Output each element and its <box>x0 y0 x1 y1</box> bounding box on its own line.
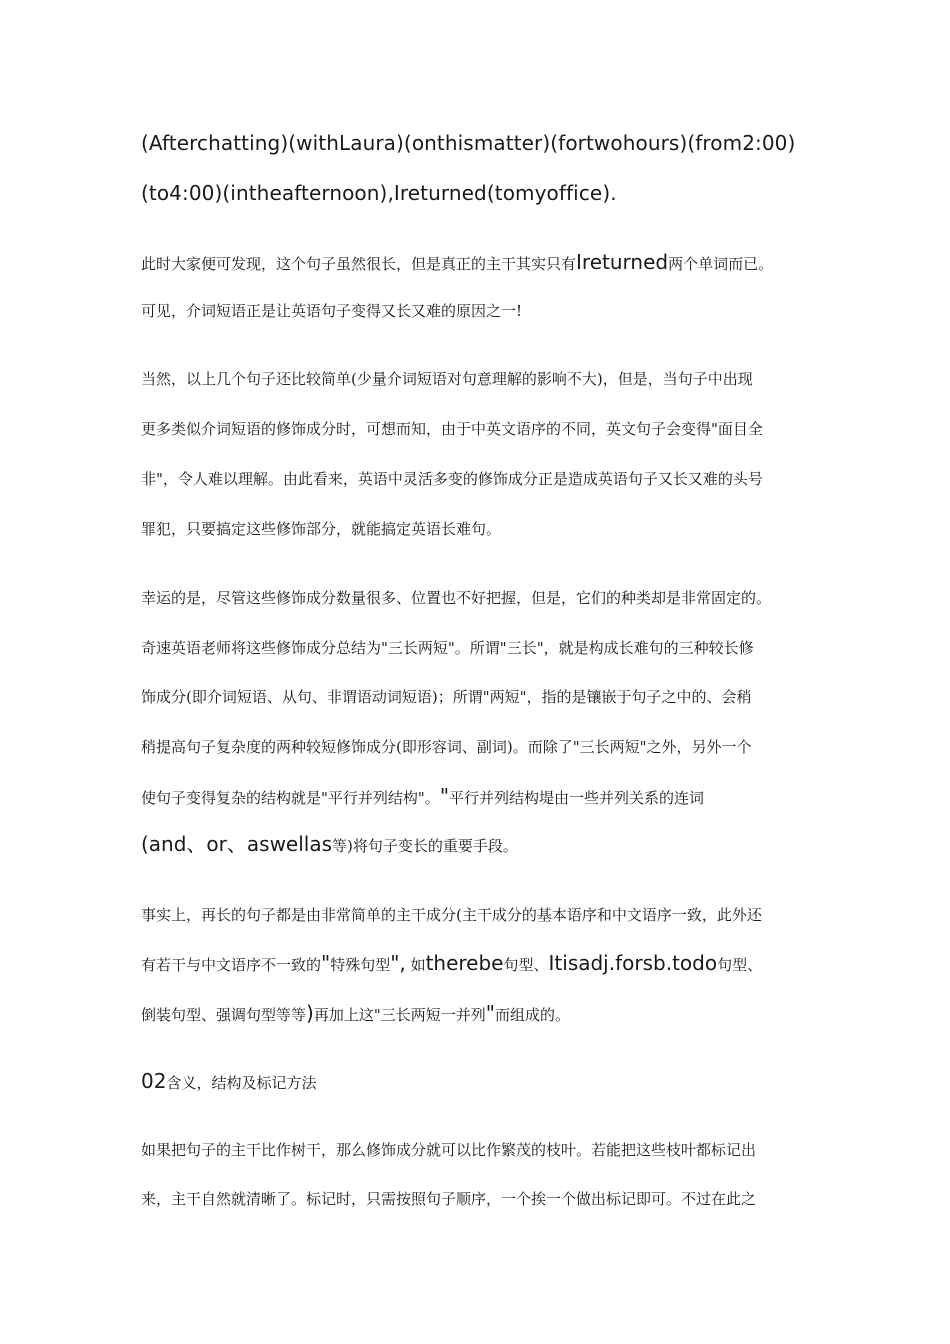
paragraph-4-line-2 <box>141 951 762 977</box>
paragraph-3-line-2: 奇速英语老师将这些修饰成分总结为"三长两短"。所谓"三长"，就是构成长难句的三种较长修 <box>141 639 754 657</box>
quote-mark: " <box>321 951 331 975</box>
text-run: 等)将句子变长的重要手段。 <box>332 837 518 855</box>
example-sentence-line-2: (to4:00)(intheafternoon),Ireturned(tomyoffice). <box>141 181 617 205</box>
paragraph-2-line-4: 罪犯，只要搞定这些修饰部分，就能搞定英语长难句。 <box>141 520 502 538</box>
quote-mark: ", <box>390 951 406 975</box>
paragraph-3-line-6 <box>141 832 518 858</box>
quote-mark: " <box>439 784 450 808</box>
paragraph-3-line-1: 幸运的是，尽管这些修饰成分数量很多、位置也不好把握，但是，它们的种类却是非常固定的。 <box>141 589 772 607</box>
text-run: 有若干与中文语序不一致的 <box>141 956 322 974</box>
text-run: 两个单词而已。 <box>668 255 774 273</box>
text-run-english: Ireturned <box>576 250 669 274</box>
paragraph-4-line-1: 事实上，再长的句子都是由非常简单的主干成分(主干成分的基本语序和中文语序一致，此外还 <box>141 906 762 924</box>
paragraph-2-line-3: 非"，令人难以理解。由此看来，英语中灵活多变的修饰成分正是造成英语句子又长又难的头号 <box>141 470 763 488</box>
section-heading <box>141 1069 316 1095</box>
text-run: 句型、 <box>717 956 763 974</box>
text-run: 而组成的。 <box>494 1006 570 1024</box>
text-run: 倒装句型、强调句型等等 <box>141 1006 307 1024</box>
text-run-english: (and、or、aswellas <box>141 832 333 856</box>
text-run: 平行并列结构堤由一些并列关系的连词 <box>449 789 705 807</box>
text-run-english: therebe <box>425 951 504 975</box>
paragraph-3-line-3: 饰成分(即介词短语、从句、非谓语动词短语)；所谓"两短"，指的是镶嵌于句子之中的、会稍 <box>141 688 752 706</box>
paragraph-1-line-2: 可见，介词短语正是让英语句子变得又长又难的原因之一! <box>141 302 523 320</box>
paragraph-1-line-1 <box>141 250 773 276</box>
paragraph-5-line-1: 如果把句子的主干比作树干，那么修饰成分就可以比作繁茂的枝叶。若能把这些枝叶都标记出 <box>141 1141 757 1159</box>
section-title: 含义，结构及标记方法 <box>166 1074 317 1092</box>
paragraph-4-line-3 <box>141 1001 570 1027</box>
paragraph-2-line-1: 当然，以上几个句子还比较简单(少量介词短语对句意理解的影响不大)，但是，当句子中出现 <box>141 370 753 388</box>
paragraph-2-line-2: 更多类似介词短语的修饰成分时，可想而知，由于中英文语序的不同，英文句子会变得"面目全 <box>141 420 763 438</box>
text-run: 特殊句型 <box>330 956 391 974</box>
text-run: 使句子变得复杂的结构就是"平行并列结构"。 <box>141 789 440 807</box>
example-sentence-line-1: (Afterchatting)(withLaura)(onthismatter)(fortwohours)(from2:00) <box>141 131 796 155</box>
paragraph-5-line-2: 来，主干自然就清晰了。标记时，只需按照句子顺序，一个挨一个做出标记即可。不过在此之 <box>141 1190 757 1208</box>
text-run-english: Itisadj.forsb.todo <box>548 951 718 975</box>
text-run: 句型、 <box>503 956 549 974</box>
section-number: 02 <box>141 1069 167 1093</box>
text-run: 此时大家便可发现，这个句子虽然很长，但是真正的主干其实只有 <box>141 255 577 273</box>
text-run: 再加上这"三长两短一并列 <box>313 1006 486 1024</box>
paren-mark: ) <box>306 1001 314 1025</box>
paragraph-3-line-4: 稍提高句子复杂度的两种较短修饰成分(即形容词、副词)。而除了"三长两短"之外，另外一个 <box>141 738 752 756</box>
paragraph-3-line-5 <box>141 784 704 810</box>
text-run: 如 <box>405 956 426 974</box>
quote-mark: " <box>485 1001 495 1025</box>
